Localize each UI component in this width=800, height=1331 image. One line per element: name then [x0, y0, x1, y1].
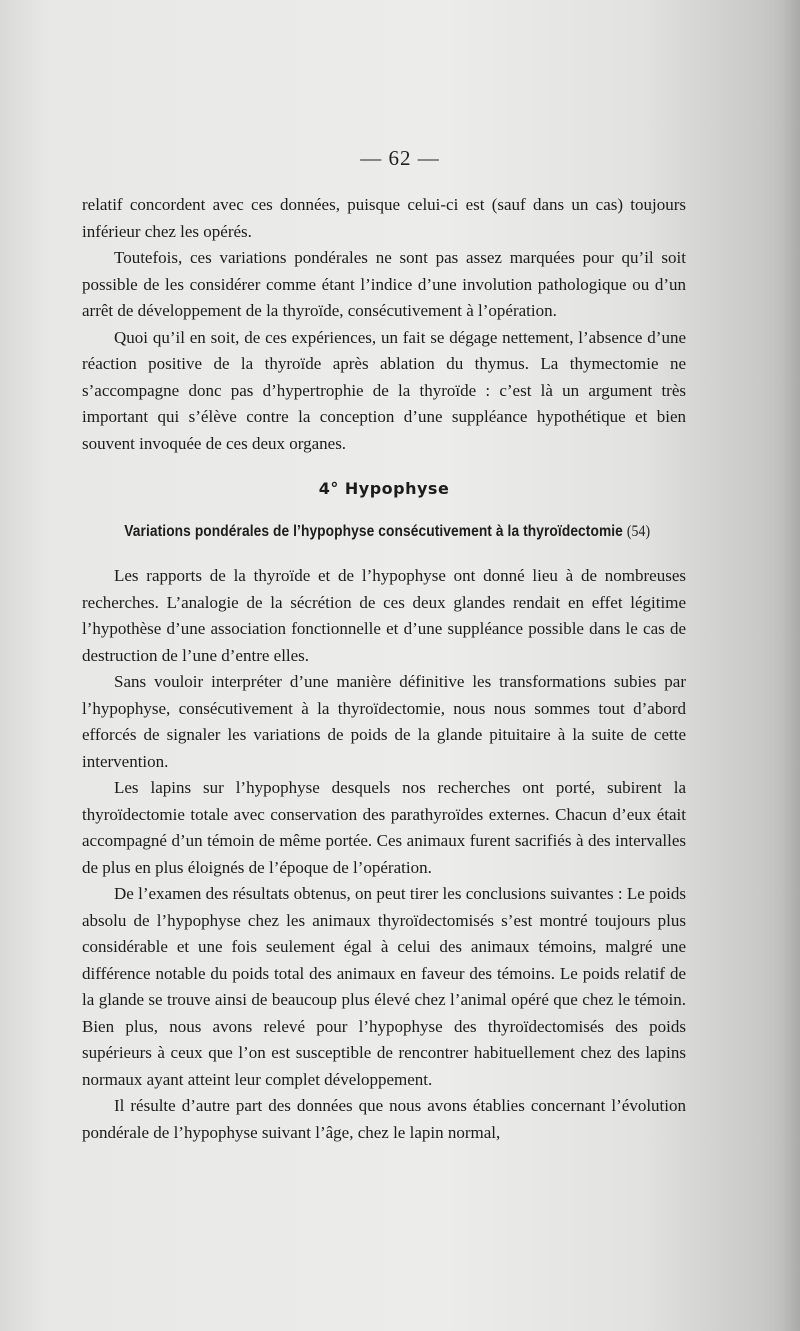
page-edge-shadow	[780, 0, 800, 1331]
paragraph-lapins: Les lapins sur l’hypophyse desquels nos recherches ont porté, subirent la thyroïdectomie totale avec conservation des parathyroïdes externes. Chacun d’eux était accompagné d’un témoin de même portée. Ces animaux furent sacrifiés à des intervalles de plus en plus éloignés de l’époque de l’opération.	[82, 778, 686, 877]
page-number: — 62 —	[360, 146, 440, 170]
body-text	[82, 192, 686, 1146]
subsection-title-text: Variations pondérales de l’hypophyse consécutivement à la thyroïdectomie	[124, 522, 623, 540]
paragraph-rapports: Les rapports de la thyroïde et de l’hypophyse ont donné lieu à de nombreuses recherches. L’analogie de la sécrétion de ces deux glandes rendait en effet légitime l’hypothèse d’une association fonctionnelle et d’une suppléance possible dans le cas de destruction de l’une d’entre elles.	[82, 566, 686, 665]
paragraph-sans-vouloir: Sans vouloir interpréter d’une manière définitive les transformations subies par l’hypophyse, consécutivement à la thyroïdectomie, nous nous sommes tout d’abord efforcés de signaler les variations de poids de la glande pituitaire à la suite de cette intervention.	[82, 672, 686, 771]
paragraph-examen: De l’examen des résultats obtenus, on peut tirer les conclusions suivantes : Le poids absolu de l’hypophyse chez les animaux thyroïdectomisés s’est montré toujours plus considérable et une fois seulement égal à celui des animaux témoins, malgré une différence notable du poids total des animaux en faveur des témoins. Le poids relatif de la glande se trouve ainsi de beaucoup plus élevé chez l’animal opéré que chez le témoin. Bien plus, nous avons relevé pour l’hypophyse des thyroïdectomisés des poids supérieurs à ceux que l’on est susceptible de rencontrer habituellement chez des lapins normaux ayant atteint leur complet développement.	[82, 884, 686, 1089]
section-title: 4° Hypophyse	[318, 479, 450, 498]
paragraph-quoi-quil: Quoi qu’il en soit, de ces expériences, un fait se dégage nettement, l’absence d’une réaction positive de la thyroïde après ablation du thymus. La thymectomie ne s’accompagne donc pas d’hypertrophie de la thyroïde : c’est là un argument très important qui s’élève contre la conception d’une suppléance hypothétique et bien souvent invoquée de ces deux organes.	[82, 327, 686, 453]
paragraph-il-resulte: Il résulte d’autre part des données que nous avons établies concernant l’évolution pondérale de l’hypophyse suivant l’âge, chez le lapin normal,	[82, 1096, 686, 1142]
paragraph-toutefois: Toutefois, ces variations pondérales ne sont pas assez marquées pour qu’il soit possible de les considérer comme étant l’indice d’une involution pathologique ou d’un arrêt de développement de la thyroïde, consécutivement à l’opération.	[82, 248, 686, 320]
subsection-title	[124, 519, 651, 546]
paragraph-continuation: relatif concordent avec ces données, puisque celui-ci est (sauf dans un cas) toujours inférieur chez les opérés.	[82, 195, 686, 241]
subsection-reference: (54)	[626, 522, 651, 540]
